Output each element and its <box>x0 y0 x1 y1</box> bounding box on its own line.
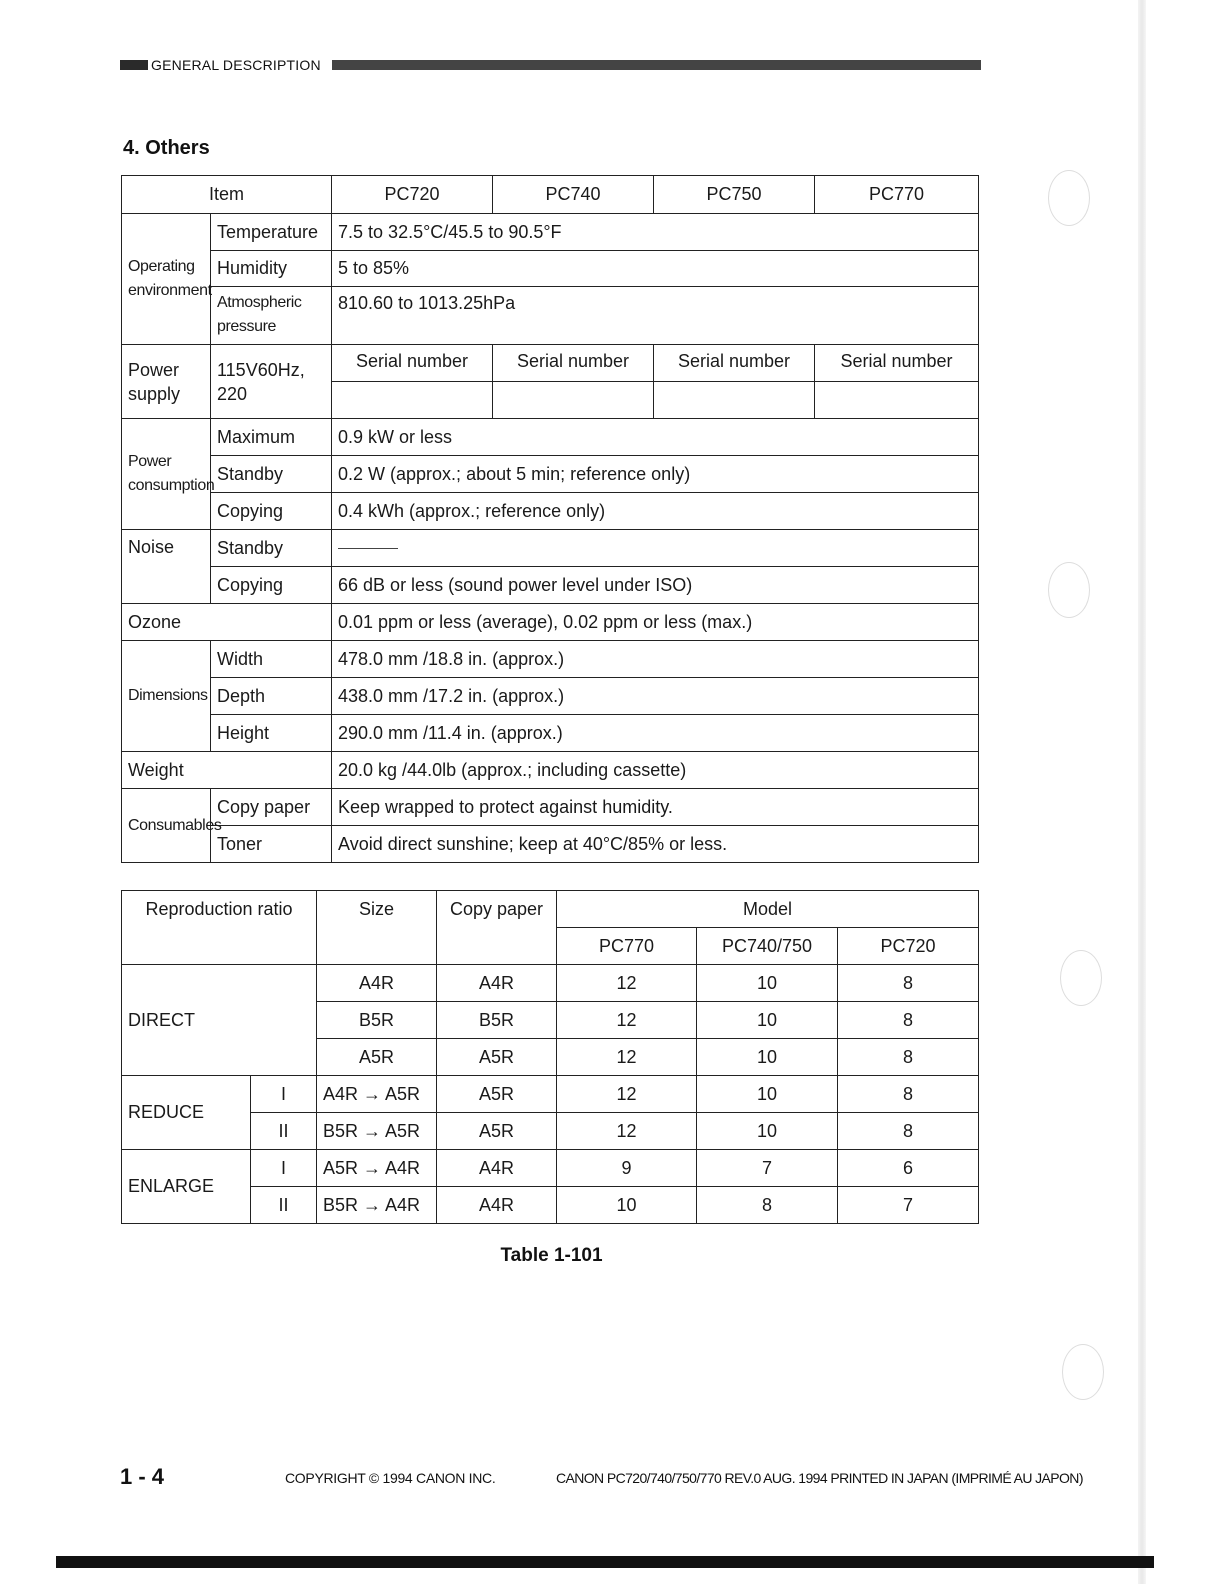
running-header <box>120 58 981 72</box>
item-label: Ozone <box>122 604 332 641</box>
item-label: Maximum <box>211 419 332 456</box>
model-header: PC770 <box>815 176 979 214</box>
table-row <box>122 641 979 678</box>
serial-number-cell <box>332 382 493 419</box>
item-value: 66 dB or less (sound power level under ISO) <box>332 567 979 604</box>
group-label: Power supply <box>122 345 211 419</box>
value-cell: 10 <box>697 1002 838 1039</box>
group-label: Consumables <box>122 789 211 863</box>
item-value <box>332 530 979 567</box>
paper-header: Copy paper <box>437 891 557 965</box>
dash-mark <box>338 548 398 549</box>
item-label: Atmospheric pressure <box>211 287 332 345</box>
group-label: Noise <box>122 530 211 604</box>
item-value: 290.0 mm /11.4 in. (approx.) <box>332 715 979 752</box>
spec-table <box>121 175 979 863</box>
table-row <box>122 176 979 214</box>
item-value: 478.0 mm /18.8 in. (approx.) <box>332 641 979 678</box>
value-cell: 9 <box>557 1150 697 1187</box>
paper-cell: A5R <box>437 1039 557 1076</box>
item-label: Humidity <box>211 251 332 287</box>
value-cell: 7 <box>838 1187 979 1224</box>
ratio-header: Reproduction ratio <box>122 891 317 965</box>
item-value: 810.60 to 1013.25hPa <box>332 287 979 345</box>
table-row <box>122 530 979 567</box>
scan-edge <box>1138 0 1146 1584</box>
value-cell: 8 <box>697 1187 838 1224</box>
ratio-table <box>121 890 979 1224</box>
paper-cell: A5R <box>437 1076 557 1113</box>
serial-number-label: Serial number <box>493 345 654 382</box>
item-label: Copying <box>211 493 332 530</box>
item-value: 5 to 85% <box>332 251 979 287</box>
item-label: Copy paper <box>211 789 332 826</box>
table-row <box>122 789 979 826</box>
size-header: Size <box>317 891 437 965</box>
item-label: Width <box>211 641 332 678</box>
model-header: PC750 <box>654 176 815 214</box>
value-cell: 10 <box>697 1113 838 1150</box>
punch-hole <box>1048 562 1090 618</box>
value-cell: 12 <box>557 1002 697 1039</box>
size-cell: B5R <box>317 1002 437 1039</box>
table-row <box>122 1187 979 1224</box>
table-row <box>122 287 979 345</box>
bottom-bar <box>56 1556 1154 1568</box>
size-cell: A4R <box>317 965 437 1002</box>
punch-hole <box>1048 170 1090 226</box>
table-row <box>122 1076 979 1113</box>
ratio-label: ENLARGE <box>122 1150 251 1224</box>
table-row <box>122 567 979 604</box>
paper-cell: A4R <box>437 965 557 1002</box>
table-row <box>122 345 979 382</box>
size-cell: A4R → A5R <box>317 1076 437 1113</box>
table-row <box>122 214 979 251</box>
table-row <box>122 752 979 789</box>
model-subheader: PC740/750 <box>697 928 838 965</box>
serial-number-label: Serial number <box>654 345 815 382</box>
punch-hole <box>1060 950 1102 1006</box>
table-row <box>122 678 979 715</box>
value-cell: 8 <box>838 965 979 1002</box>
table-row <box>122 1113 979 1150</box>
item-header: Item <box>122 176 332 214</box>
serial-number-label: Serial number <box>815 345 979 382</box>
value-cell: 12 <box>557 1039 697 1076</box>
section-title: 4. Others <box>123 137 210 159</box>
value-cell: 8 <box>838 1076 979 1113</box>
table-row <box>122 891 979 928</box>
table-row <box>122 251 979 287</box>
item-value: 0.01 ppm or less (average), 0.02 ppm or less (max.) <box>332 604 979 641</box>
item-value: 0.4 kWh (approx.; reference only) <box>332 493 979 530</box>
item-label: Toner <box>211 826 332 863</box>
size-cell: A5R <box>317 1039 437 1076</box>
value-cell: 10 <box>557 1187 697 1224</box>
model-header: PC740 <box>493 176 654 214</box>
item-value: 115V60Hz, 220 <box>211 345 332 419</box>
value-cell: 12 <box>557 1113 697 1150</box>
item-label: Weight <box>122 752 332 789</box>
sub-cell: I <box>251 1076 317 1113</box>
size-cell: B5R → A4R <box>317 1187 437 1224</box>
table-row <box>122 715 979 752</box>
item-label: Copying <box>211 567 332 604</box>
value-cell: 12 <box>557 1076 697 1113</box>
table-row <box>122 965 979 1002</box>
serial-number-cell <box>815 382 979 419</box>
value-cell: 12 <box>557 965 697 1002</box>
item-label: Standby <box>211 530 332 567</box>
table-row <box>122 419 979 456</box>
item-label: Height <box>211 715 332 752</box>
table-row <box>122 456 979 493</box>
item-value: 0.2 W (approx.; about 5 min; reference only) <box>332 456 979 493</box>
value-cell: 6 <box>838 1150 979 1187</box>
value-cell: 10 <box>697 1039 838 1076</box>
value-cell: 8 <box>838 1039 979 1076</box>
value-cell: 10 <box>697 1076 838 1113</box>
copyright-notice: COPYRIGHT © 1994 CANON INC. <box>285 1470 496 1486</box>
punch-hole <box>1062 1344 1104 1400</box>
model-subheader: PC770 <box>557 928 697 965</box>
item-value: Avoid direct sunshine; keep at 40°C/85% or less. <box>332 826 979 863</box>
item-label: Standby <box>211 456 332 493</box>
paper-cell: A5R <box>437 1113 557 1150</box>
print-info: CANON PC720/740/750/770 REV.0 AUG. 1994 PRINTED IN JAPAN (IMPRIMÉ AU JAPON) <box>556 1470 1083 1486</box>
header-label: GENERAL DESCRIPTION <box>151 57 324 73</box>
value-cell: 8 <box>838 1002 979 1039</box>
serial-number-label: Serial number <box>332 345 493 382</box>
model-subheader: PC720 <box>838 928 979 965</box>
table-caption: Table 1-101 <box>500 1245 603 1266</box>
value-cell: 8 <box>838 1113 979 1150</box>
size-cell: B5R → A5R <box>317 1113 437 1150</box>
group-label: Power consumption <box>122 419 211 530</box>
serial-number-cell <box>493 382 654 419</box>
table-row <box>122 604 979 641</box>
paper-cell: B5R <box>437 1002 557 1039</box>
paper-cell: A4R <box>437 1187 557 1224</box>
paper-cell: A4R <box>437 1150 557 1187</box>
header-bar <box>332 60 981 70</box>
item-value: Keep wrapped to protect against humidity. <box>332 789 979 826</box>
model-header: Model <box>557 891 979 928</box>
serial-number-cell <box>654 382 815 419</box>
page-number: 1 - 4 <box>120 1464 165 1489</box>
header-block <box>120 60 148 70</box>
ratio-label: REDUCE <box>122 1076 251 1150</box>
ratio-label: DIRECT <box>122 965 317 1076</box>
item-label: Temperature <box>211 214 332 251</box>
sub-cell: II <box>251 1187 317 1224</box>
group-label: Operating environment <box>122 214 211 345</box>
item-label: Depth <box>211 678 332 715</box>
table-row <box>122 1150 979 1187</box>
table-row <box>122 493 979 530</box>
value-cell: 10 <box>697 965 838 1002</box>
value-cell: 7 <box>697 1150 838 1187</box>
item-value: 438.0 mm /17.2 in. (approx.) <box>332 678 979 715</box>
group-label: Dimensions <box>122 641 211 752</box>
item-value: 7.5 to 32.5°C/45.5 to 90.5°F <box>332 214 979 251</box>
item-value: 20.0 kg /44.0lb (approx.; including cassette) <box>332 752 979 789</box>
size-cell: A5R → A4R <box>317 1150 437 1187</box>
table-row <box>122 826 979 863</box>
sub-cell: I <box>251 1150 317 1187</box>
item-value: 0.9 kW or less <box>332 419 979 456</box>
sub-cell: II <box>251 1113 317 1150</box>
model-header: PC720 <box>332 176 493 214</box>
